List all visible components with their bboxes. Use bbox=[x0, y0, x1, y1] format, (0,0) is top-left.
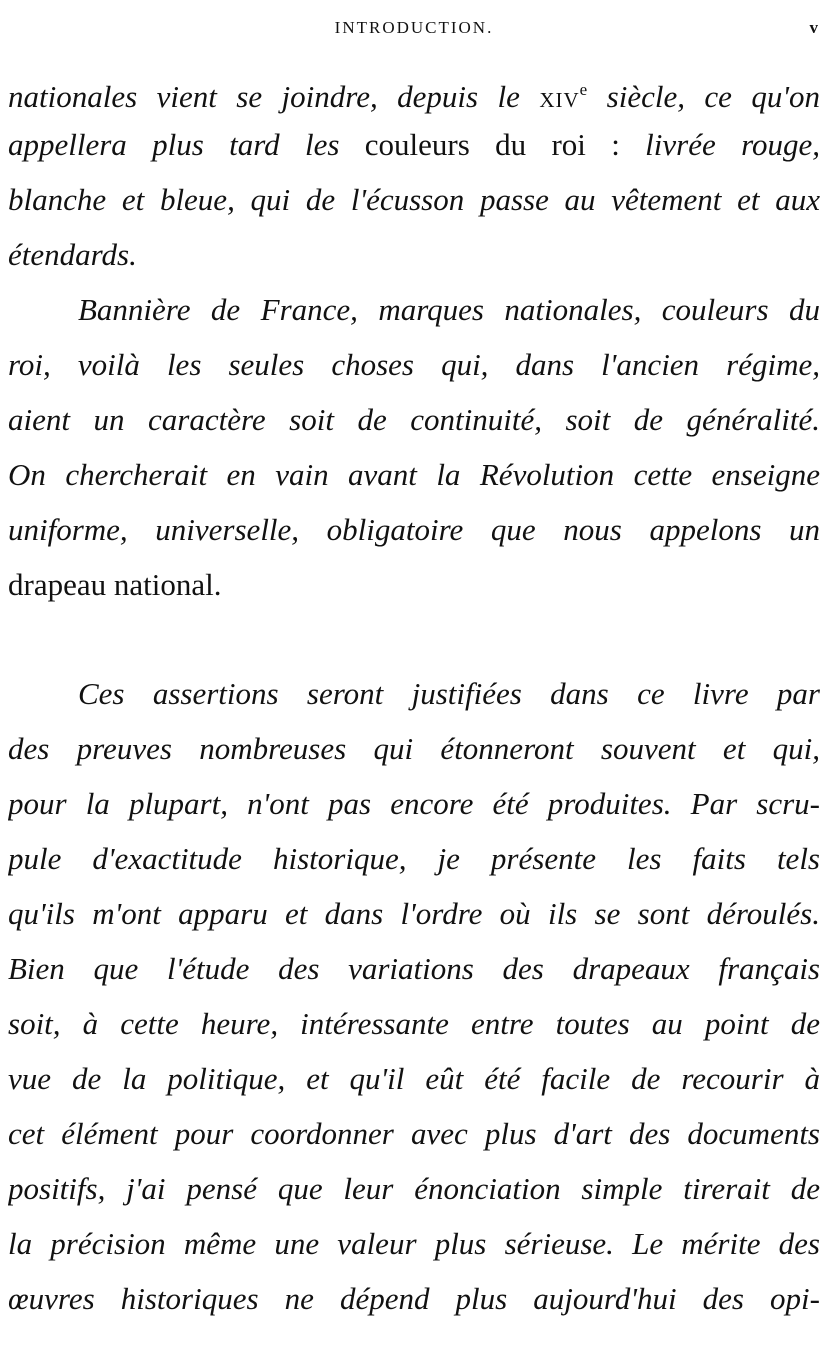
roman-text-run: couleurs du roi : bbox=[364, 127, 620, 162]
page-number: v bbox=[809, 18, 818, 37]
text-line: blanche et bleue, qui de l'écusson passe au vêtement et aux bbox=[8, 182, 820, 217]
text-line: Bien que l'étude des variations des drapeaux français bbox=[8, 951, 820, 986]
text-run: appellera plus tard les bbox=[8, 127, 365, 162]
text-line: œuvres historiques ne dépend plus aujourd'hui des opi- bbox=[8, 1281, 820, 1316]
text-line: On chercherait en vain avant la Révolution cette enseigne bbox=[8, 457, 820, 492]
paragraph-2 bbox=[8, 282, 820, 612]
text-line: étendards. bbox=[8, 237, 137, 272]
body-text bbox=[8, 62, 820, 1326]
text-line: cet élément pour coordonner avec plus d'art des documents bbox=[8, 1116, 820, 1151]
text-line bbox=[8, 117, 820, 172]
text-line: pule d'exactitude historique, je présente les faits tels bbox=[8, 841, 820, 876]
paragraph-spacer bbox=[8, 612, 820, 666]
paragraph-3 bbox=[8, 666, 820, 1326]
text-line: aient un caractère soit de continuité, soit de généralité. bbox=[8, 402, 820, 437]
text-line: la précision même une valeur plus sérieuse. Le mérite des bbox=[8, 1226, 820, 1261]
text-line: pour la plupart, n'ont pas encore été produites. Par scru- bbox=[8, 786, 820, 821]
running-head-title: INTRODUCTION. bbox=[334, 18, 494, 37]
text-run: nationales vient se joindre, depuis le bbox=[8, 79, 540, 114]
text-line bbox=[8, 62, 820, 117]
text-line: qu'ils m'ont apparu et dans l'ordre où ils se sont déroulés. bbox=[8, 896, 820, 931]
small-caps-century: XIV bbox=[539, 88, 580, 112]
paragraph-1 bbox=[8, 62, 820, 282]
text-line: soit, à cette heure, intéressante entre toutes au point de bbox=[8, 1006, 820, 1041]
text-line: uniforme, universelle, obligatoire que nous appelons un bbox=[8, 512, 820, 547]
text-line: Ces assertions seront justifiées dans ce livre par bbox=[78, 676, 820, 711]
text-run: siècle, ce qu'on bbox=[587, 79, 820, 114]
text-run: livrée rouge, bbox=[619, 127, 820, 162]
text-line: drapeau national. bbox=[8, 567, 222, 602]
text-line: Bannière de France, marques nationales, couleurs du bbox=[78, 292, 820, 327]
text-line: positifs, j'ai pensé que leur énonciation simple tirerait de bbox=[8, 1171, 820, 1206]
text-line: des preuves nombreuses qui étonneront souvent et qui, bbox=[8, 731, 820, 766]
text-line: roi, voilà les seules choses qui, dans l'ancien régime, bbox=[8, 347, 820, 382]
text-line: vue de la politique, et qu'il eût été facile de recourir à bbox=[8, 1061, 820, 1096]
running-head bbox=[0, 14, 828, 42]
superscript: e bbox=[579, 80, 588, 99]
